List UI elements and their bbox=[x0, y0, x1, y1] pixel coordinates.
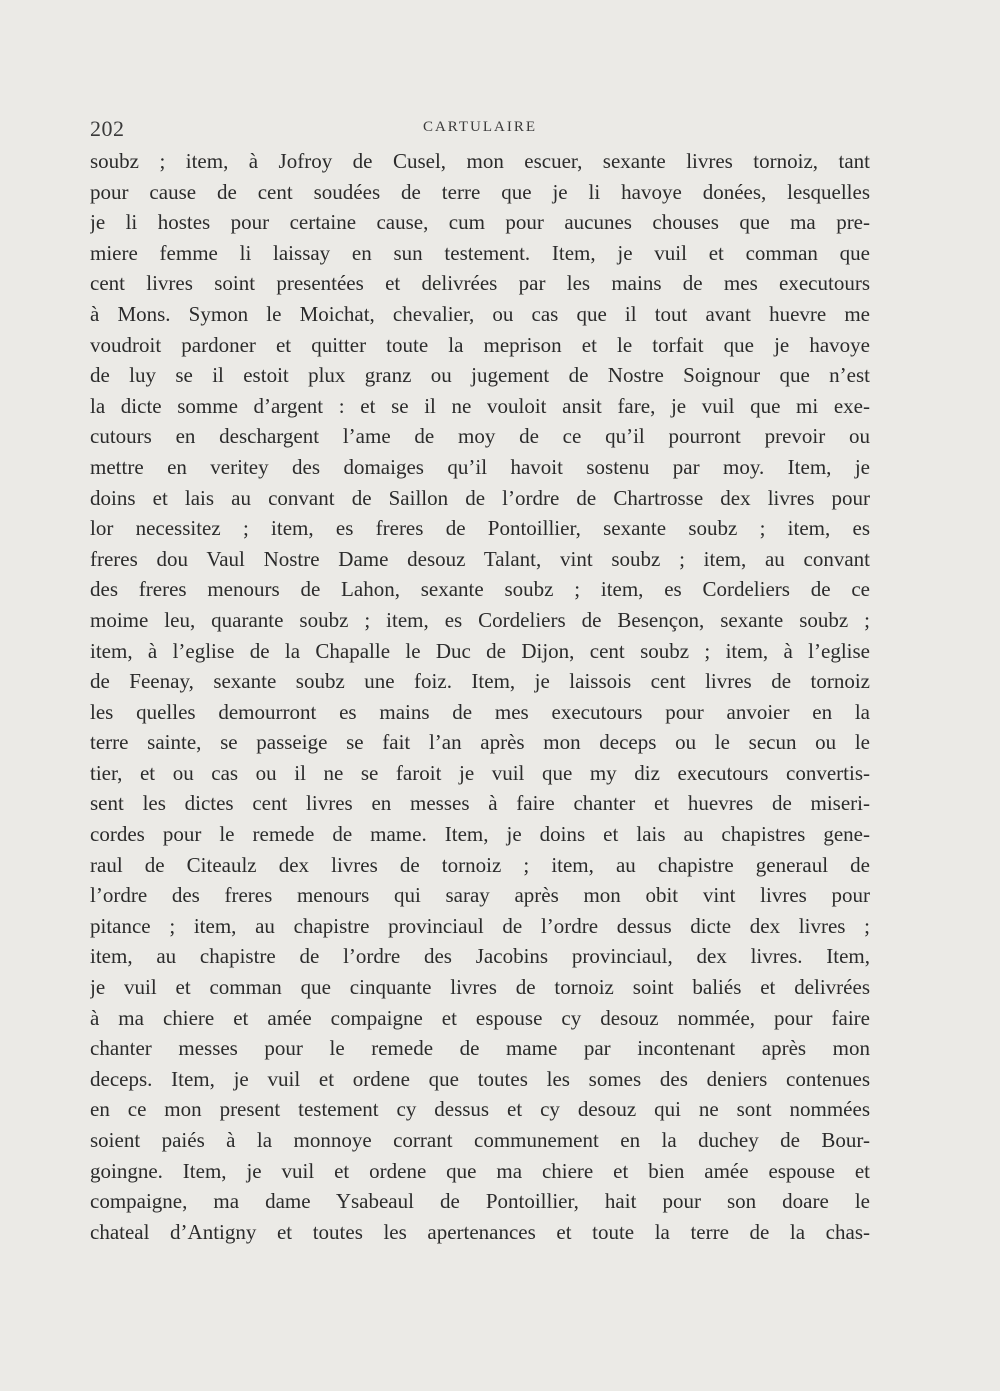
text-line: deceps. Item, je vuil et ordene que toutes les somes des deniers contenues bbox=[90, 1066, 870, 1091]
body-text bbox=[90, 146, 870, 1247]
text-line: item, à l’eglise de la Chapalle le Duc de Dijon, cent soubz ; item, à l’eglise bbox=[90, 638, 870, 663]
text-line: doins et lais au convant de Saillon de l’ordre de Chartrosse dex livres pour bbox=[90, 485, 870, 510]
text-line: la dicte somme d’argent : et se il ne vouloit ansit fare, je vuil que mi exe- bbox=[90, 393, 870, 418]
text-line: mettre en veritey des domaiges qu’il havoit sostenu par moy. Item, je bbox=[90, 454, 870, 479]
text-line: des freres menours de Lahon, sexante soubz ; item, es Cordeliers de ce bbox=[90, 577, 870, 602]
text-line: item, au chapistre de l’ordre des Jacobins provinciaul, dex livres. Item, bbox=[90, 944, 870, 969]
text-line: soient paiés à la monnoye corrant communement en la duchey de Bour- bbox=[90, 1128, 870, 1152]
text-line: de luy se il estoit plux granz ou jugement de Nostre Soignour que n’est bbox=[90, 363, 870, 388]
text-line: terre sainte, se passeige se fait l’an après mon deceps ou le secun ou le bbox=[90, 730, 870, 755]
text-line: compaigne, ma dame Ysabeaul de Pontoillier, hait pour son doare le bbox=[90, 1189, 870, 1214]
text-line: goingne. Item, je vuil et ordene que ma chiere et bien amée espouse et bbox=[90, 1158, 870, 1183]
text-line: les quelles demourront es mains de mes executours pour anvoier en la bbox=[90, 699, 870, 724]
text-line: moime leu, quarante soubz ; item, es Cordeliers de Besençon, sexante soubz ; bbox=[90, 607, 870, 632]
text-line: je vuil et comman que cinquante livres de tornoiz soint baliés et delivrées bbox=[90, 975, 870, 1000]
page-header bbox=[90, 116, 870, 142]
text-line: à ma chiere et amée compaigne et espouse cy desouz nommée, pour faire bbox=[90, 1005, 870, 1030]
text-line: cutours en deschargent l’ame de moy de ce qu’il pourront prevoir ou bbox=[90, 424, 870, 449]
text-line: cent livres soint presentées et delivrées par les mains de mes executours bbox=[90, 271, 870, 296]
text-line: pitance ; item, au chapistre provinciaul de l’ordre dessus dicte dex livres ; bbox=[90, 913, 870, 938]
text-line: tier, et ou cas ou il ne se faroit je vuil que my diz executours convertis- bbox=[90, 760, 870, 785]
text-line: sent les dictes cent livres en messes à faire chanter et huevres de miseri- bbox=[90, 791, 870, 816]
text-line: en ce mon present testement cy dessus et cy desouz qui ne sont nommées bbox=[90, 1097, 870, 1122]
text-line: soubz ; item, à Jofroy de Cusel, mon escuer, sexante livres tornoiz, tant bbox=[90, 149, 870, 173]
text-line: je li hostes pour certaine cause, cum pour aucunes chouses que ma pre- bbox=[90, 210, 870, 235]
text-line: cordes pour le remede de mame. Item, je doins et lais au chapistres gene- bbox=[90, 822, 870, 847]
text-line: l’ordre des freres menours qui saray après mon obit vint livres pour bbox=[90, 883, 870, 908]
text-line: miere femme li laissay en sun testement. Item, je vuil et comman que bbox=[90, 240, 870, 265]
page-number: 202 bbox=[90, 116, 125, 141]
running-title: CARTULAIRE bbox=[422, 119, 538, 135]
text-line: pour cause de cent soudées de terre que je li havoye donées, lesquelles bbox=[90, 179, 870, 204]
text-line: lor necessitez ; item, es freres de Pontoillier, sexante soubz ; item, es bbox=[90, 516, 870, 541]
text-line: raul de Citeaulz dex livres de tornoiz ; item, au chapistre generaul de bbox=[90, 852, 870, 877]
text-line: chateal d’Antigny et toutes les apertenances et toute la terre de la chas- bbox=[90, 1219, 870, 1244]
text-line: freres dou Vaul Nostre Dame desouz Talant, vint soubz ; item, au convant bbox=[90, 546, 870, 571]
text-line: à Mons. Symon le Moichat, chevalier, ou cas que il tout avant huevre me bbox=[90, 301, 870, 326]
text-line: de Feenay, sexante soubz une foiz. Item, je laissois cent livres de tornoiz bbox=[90, 669, 870, 694]
text-line: voudroit pardoner et quitter toute la meprison et le torfait que je havoye bbox=[90, 332, 870, 357]
text-line: chanter messes pour le remede de mame par incontenant après mon bbox=[90, 1036, 870, 1061]
